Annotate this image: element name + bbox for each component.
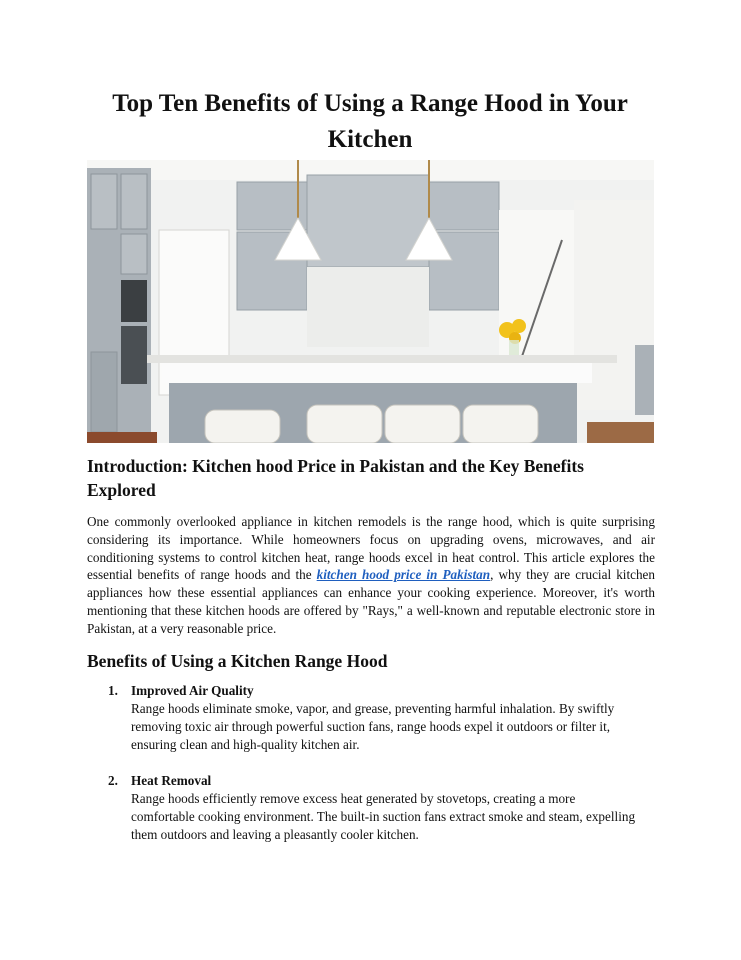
benefit-number: 2. bbox=[108, 773, 118, 788]
kitchen-illustration bbox=[87, 160, 654, 443]
kitchen-photo bbox=[87, 160, 654, 443]
benefit-body: Range hoods efficiently remove excess heat generated by stovetops, creating a more comfortable cooking environment. The built-in suction fans extract smoke and steam, expelling them outdoors and leaving a pleasantly cooler kitchen. bbox=[131, 791, 636, 842]
benefit-label: Improved Air Quality bbox=[131, 683, 254, 698]
benefits-heading: Benefits of Using a Kitchen Range Hood bbox=[87, 651, 388, 671]
benefit-label: Heat Removal bbox=[131, 773, 212, 788]
intro-text-before-link: One commonly overlooked appliance in kitchen remodels is the range hood, which is quite surprising considering its importance. While homeowners focus on upgrading ovens, microwaves, and air conditioning systems to control kitchen heat, range hoods excel in heat control. This article explores the essential benefits of range hoods and the bbox=[87, 514, 655, 583]
intro-heading: Introduction: Kitchen hood Price in Pakistan and the Key Benefits Explored bbox=[87, 456, 584, 500]
kitchen-hood-price-link[interactable]: kitchen hood price in Pakistan bbox=[316, 567, 491, 583]
intro-paragraph bbox=[87, 513, 655, 638]
intro-text-after-link: , why they are crucial kitchen appliances how these essential appliances can enhance your cooking experience. Moreover, it's worth mentioning that these kitchen hoods are offered by "Rays," a well-known and reputable electronic store in Pakistan, at a very reasonable price. bbox=[87, 567, 656, 636]
benefit-body: Range hoods eliminate smoke, vapor, and grease, preventing harmful inhalation. By swiftly removing toxic air through powerful suction fans, range hoods expel it outdoors or filter it, ensuring clean and high-quality kitchen air. bbox=[131, 701, 615, 752]
benefit-number: 1. bbox=[108, 683, 118, 698]
page-title: Top Ten Benefits of Using a Range Hood in Your Kitchen bbox=[112, 90, 628, 153]
